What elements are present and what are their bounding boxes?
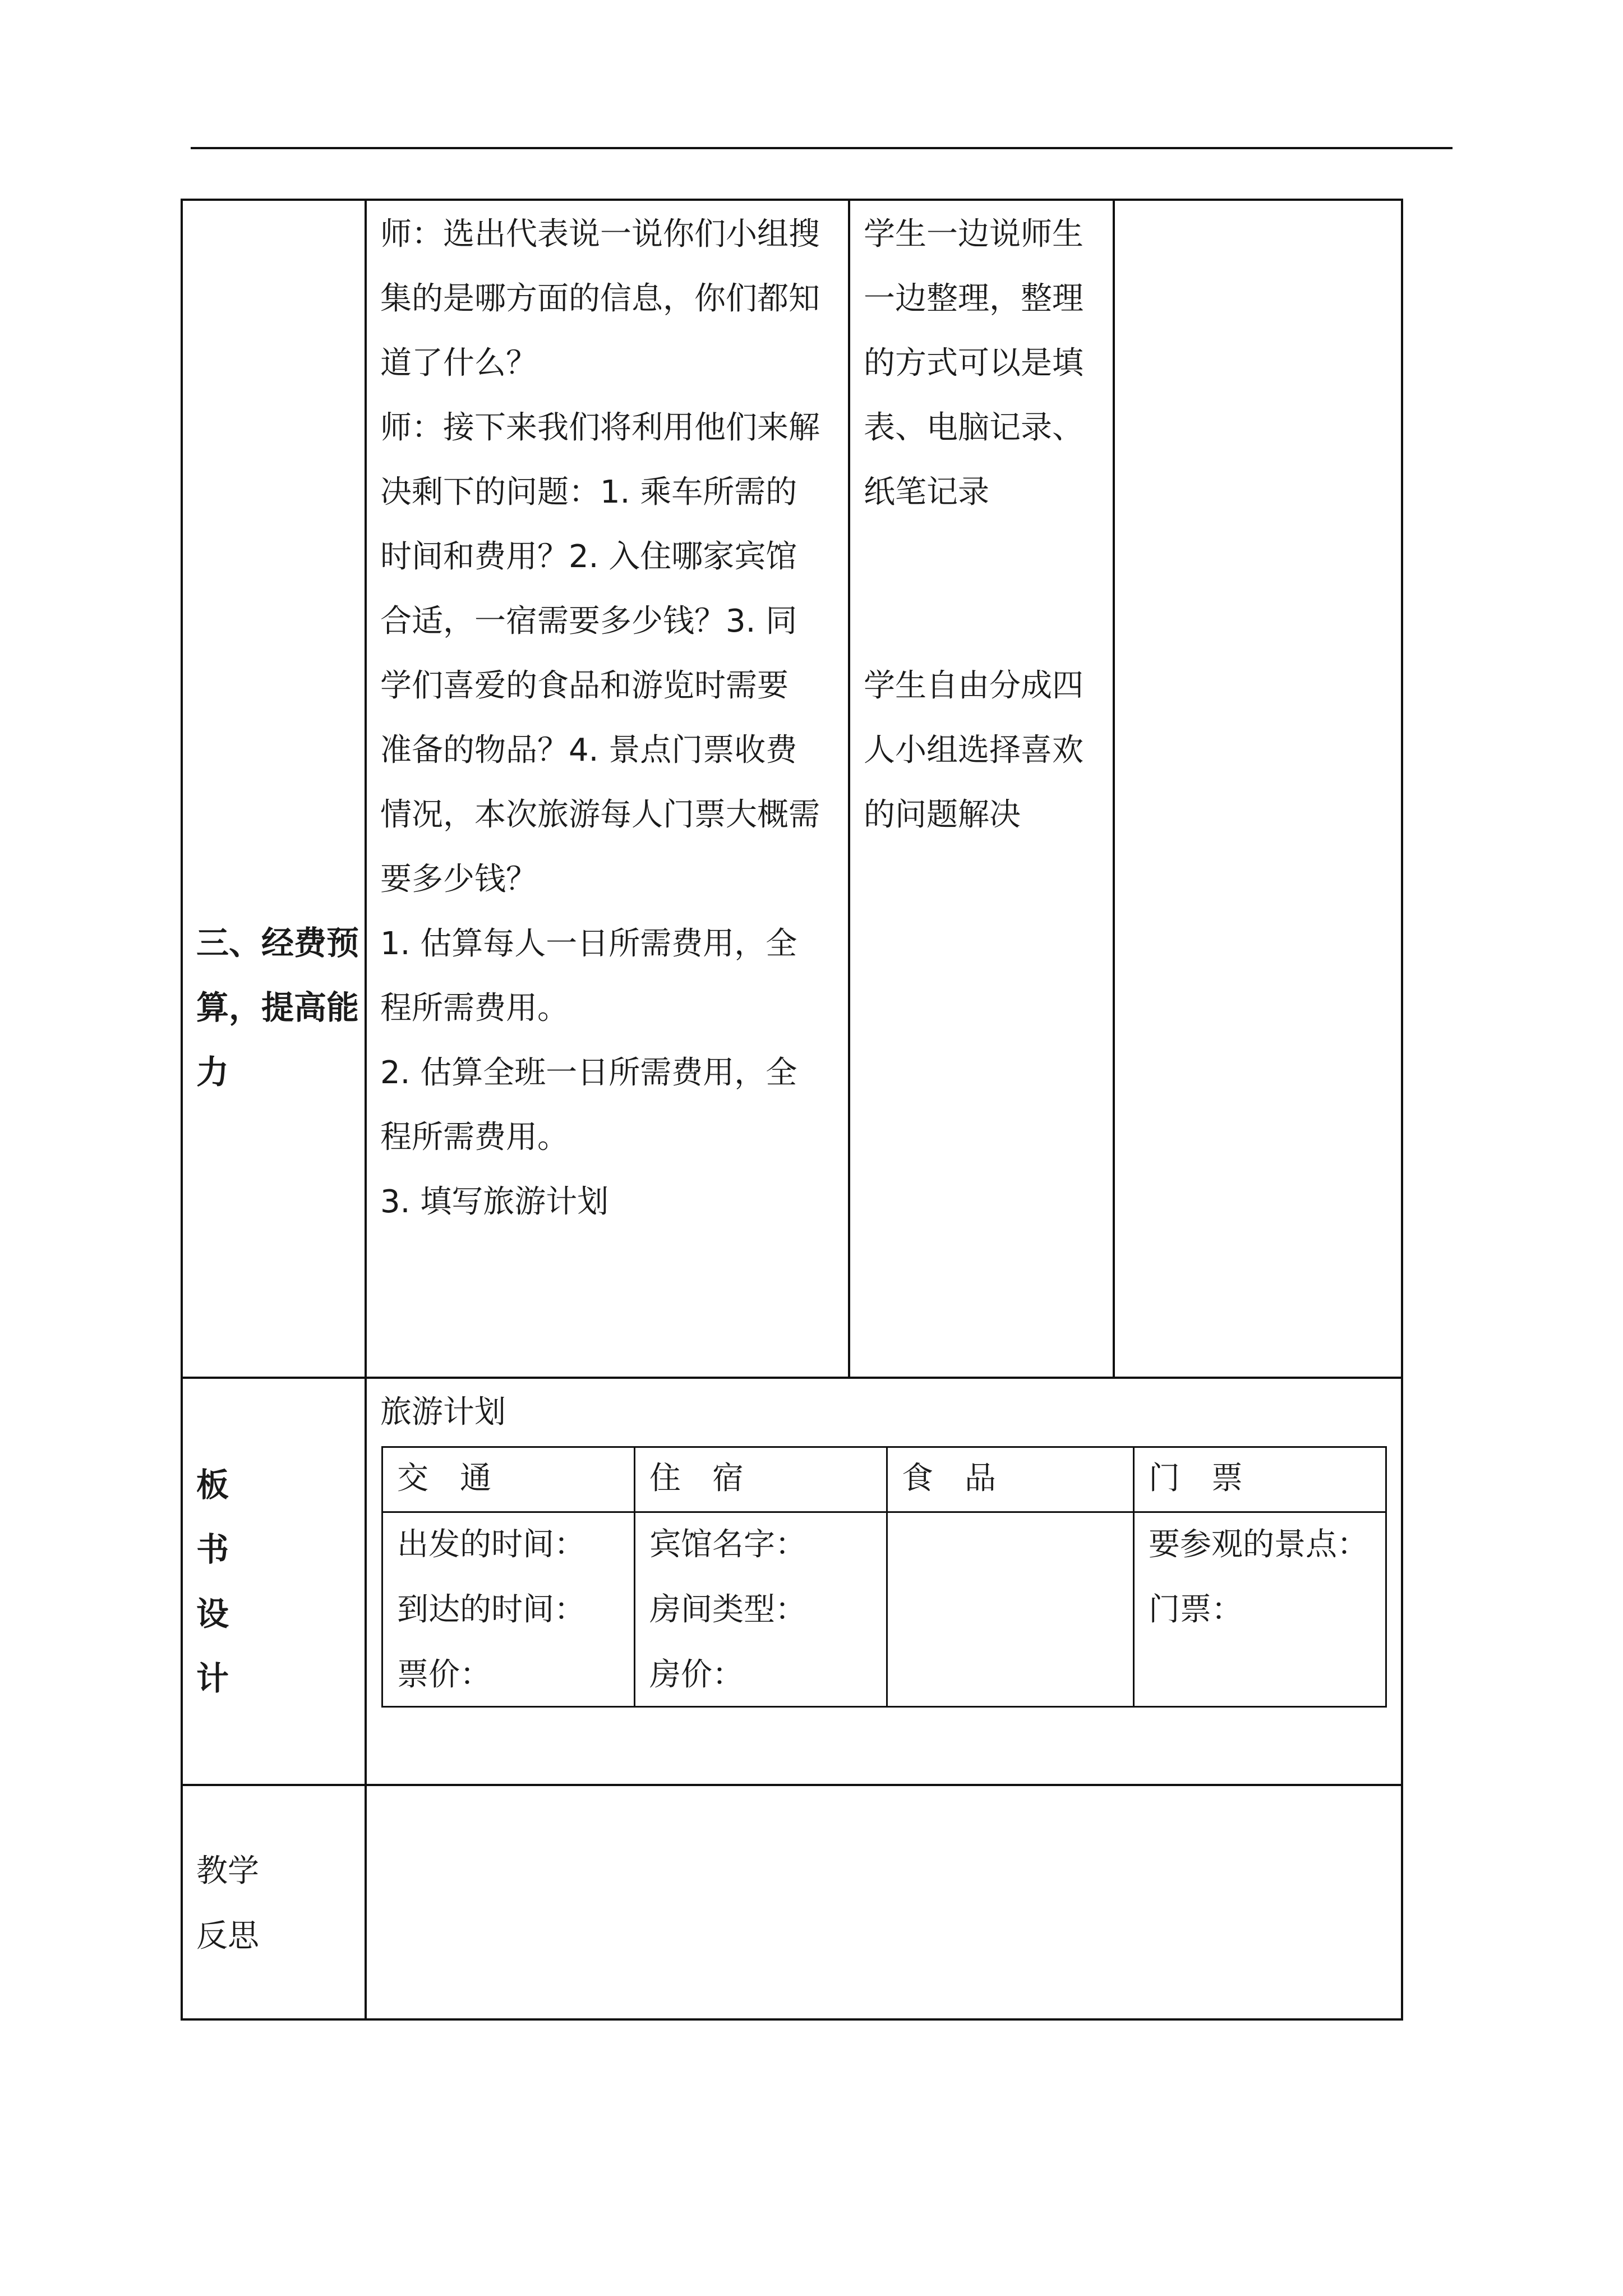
- plan-table-col-divider-3: [1133, 1446, 1135, 1708]
- teacher-line: 1. 估算每人一日所需费用，全: [380, 926, 797, 962]
- teacher-line: 道了什么？: [380, 345, 537, 381]
- board-label-char: 设: [196, 1595, 229, 1633]
- plan-cell-tickets: [1149, 1512, 1384, 1642]
- student-line: 学生一边说师生: [864, 216, 1083, 252]
- table-border-left: [181, 199, 183, 2021]
- student-activity-text-a: [864, 202, 1110, 524]
- section3-label: [196, 911, 359, 1105]
- teacher-line: 3. 填写旅游计划: [380, 1184, 609, 1220]
- board-label-char: 板: [196, 1466, 229, 1504]
- teacher-line: 程所需费用。: [380, 1119, 569, 1156]
- plan-cell-lodging: [649, 1512, 879, 1708]
- table-border-right: [1401, 199, 1403, 2021]
- teacher-line: 准备的物品？4. 景点门票收费: [380, 732, 797, 769]
- teacher-line: 师：接下来我们将利用他们来解: [380, 409, 820, 446]
- plan-table-col-divider-1: [634, 1446, 635, 1708]
- plan-cell-line: 要参观的景点：: [1149, 1526, 1368, 1563]
- row-divider-1: [181, 1377, 1403, 1379]
- teacher-line: 决剩下的问题：1. 乘车所需的: [380, 474, 797, 510]
- teacher-line: 时间和费用？2. 入住哪家宾馆: [380, 539, 797, 575]
- teacher-line: 集的是哪方面的信息，你们都知: [380, 280, 820, 317]
- plan-cell-line: 票价：: [397, 1657, 491, 1693]
- plan-cell-line: 出发的时间：: [397, 1526, 585, 1563]
- reflection-label: [196, 1839, 353, 1969]
- student-line: 表、电脑记录、: [864, 409, 1083, 446]
- teacher-line: 合适，一宿需要多少钱？3. 同: [380, 603, 797, 639]
- plan-cell-line: 房间类型：: [649, 1591, 806, 1628]
- teacher-line: 要多少钱？: [380, 861, 537, 898]
- teacher-line: 程所需费用。: [380, 990, 569, 1027]
- teacher-line: 2. 估算全班一日所需费用，全: [380, 1055, 797, 1091]
- section3-label-line: 算，提高能: [196, 988, 359, 1027]
- column-divider-2: [848, 199, 850, 1378]
- teacher-activity-text: [380, 202, 840, 1234]
- plan-cell-line: 房价：: [649, 1657, 744, 1693]
- plan-table-col-divider-2: [886, 1446, 888, 1708]
- plan-table-right: [1385, 1446, 1387, 1708]
- plan-cell-transport: [397, 1512, 627, 1708]
- travel-plan-title: 旅游计划: [380, 1394, 506, 1430]
- student-activity-text-b: [864, 654, 1110, 847]
- student-line: 纸笔记录: [864, 474, 989, 510]
- plan-header-tickets: 门 票: [1149, 1460, 1243, 1497]
- reflection-label-line: 教学: [196, 1853, 259, 1889]
- reflection-content: [368, 1787, 1399, 2017]
- teacher-line: 学们喜爱的食品和游览时需要: [380, 668, 789, 704]
- plan-table-left: [381, 1446, 383, 1708]
- board-label-char: 书: [196, 1530, 229, 1568]
- student-line: 学生自由分成四: [864, 668, 1083, 704]
- section3-label-line: 力: [196, 1053, 229, 1091]
- plan-header-transport: 交 通: [397, 1460, 491, 1497]
- plan-cell-line: 门票：: [1149, 1591, 1243, 1628]
- student-line: 一边整理，整理: [864, 280, 1083, 317]
- row-divider-2: [181, 1784, 1403, 1786]
- student-line: 的方式可以是填: [864, 345, 1083, 381]
- plan-cell-line: 到达的时间：: [397, 1591, 585, 1628]
- board-design-label: [196, 1453, 264, 1711]
- header-rule: [191, 147, 1453, 149]
- reflection-label-line: 反思: [196, 1918, 259, 1954]
- section3-label-line: 三、经费预: [196, 924, 359, 962]
- plan-cell-line: 宾馆名字：: [649, 1526, 806, 1563]
- label-column-divider: [365, 199, 367, 2021]
- student-line: 人小组选择喜欢: [864, 732, 1083, 769]
- table-border-bottom: [181, 2018, 1403, 2021]
- table-border-top: [181, 199, 1403, 201]
- column-divider-3: [1113, 199, 1115, 1378]
- student-line: 的问题解决: [864, 797, 1021, 833]
- teacher-line: 师：选出代表说一说你们小组搜: [380, 216, 820, 252]
- plan-header-lodging: 住 宿: [649, 1460, 744, 1497]
- teacher-line: 情况，本次旅游每人门票大概需: [380, 797, 820, 833]
- board-label-char: 计: [196, 1659, 229, 1697]
- plan-header-food: 食 品: [902, 1460, 996, 1497]
